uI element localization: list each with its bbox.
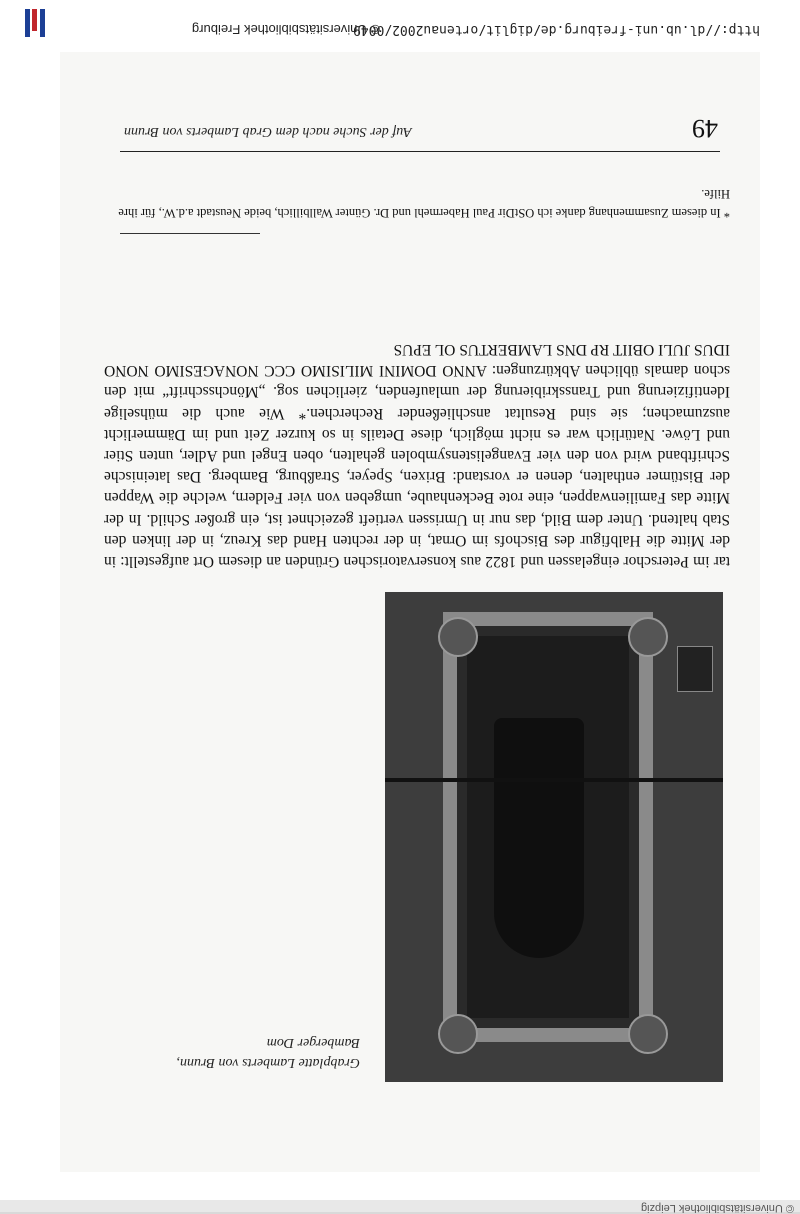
- library-logo-icon: [25, 7, 45, 37]
- source-url[interactable]: http://dl.ub.uni-freiburg.de/diglit/ortenau2002/0049: [353, 22, 760, 37]
- figure-caption: [120, 1032, 360, 1072]
- copyright-notice: © Universitätsbibliothek Freiburg: [191, 22, 380, 37]
- caption-line: Grabplatte Lamberts von Brunn,: [176, 1055, 360, 1070]
- top-strip-text: © Universitätsbibliothek Leipzig: [640, 1202, 794, 1214]
- evangelist-roundel: [438, 617, 478, 657]
- footnote: * In diesem Zusammenhang danke ich OStDir Paul Habermehl und Dr. Günter Wallbillich, beide Neustadt a.d.W., für ihre Hilfe.: [118, 187, 730, 220]
- body-text: [104, 339, 730, 572]
- evangelist-roundel: [628, 1014, 668, 1054]
- evangelist-roundel: [628, 617, 668, 657]
- running-head: Auf der Suche nach dem Grab Lamberts von Brunn: [124, 124, 412, 139]
- bishop-figure: [494, 718, 584, 958]
- body-paragraph: tar im Peterschor eingelassen und 1822 aus konservatorischen Gründen an diesem Ort aufgestellt: in der Mitte die Halbfigur des Bischofs im Ornat, in der rechten Hand das Kreuz, in der linken den Stab haltend. Unter dem Bild, das nur in Umrissen vertieft gezeichnet ist, ein großer Schild. In der Mitte das Familienwappen, eine rote Beckenhaube, umgeben von vier Feldern, welche die Wappen der Bistümer enthalten, denen er vorstand: Brixen, Speyer, Straßburg, Bamberg. Das lateinische Schriftband wird von den vier Evangelistensymbolen gehalten, oben Engel und Adler, unten Stier und Löwe. Natürlich war es nicht möglich, diese Details in so kurzer Zeit und im Dämmerlicht auszumachen; sie sind Resultat anschließender Recherchen.* Wie auch die mühselige Identifizierung und Transskribierung der umlaufenden, zierlichen sog. „Mönchsschrift“ mit den schon damals üblichen Abkürzungen: ANNO DOMINI MILISIMO CCC NONAGESIMO NONO IDUS JULI OBIIT RP DNS LAMBERTUS OL EPUS: [104, 340, 730, 570]
- rail-bar: [385, 778, 723, 782]
- evangelist-roundel: [438, 1014, 478, 1054]
- page-number: 49: [692, 114, 718, 143]
- tomb-slab-photo: [385, 592, 723, 1082]
- page-header: [120, 106, 720, 152]
- top-strip: [0, 1200, 800, 1212]
- footnote-rule: [120, 233, 260, 234]
- tomb-slab: [443, 612, 653, 1042]
- slab-inner-field: [467, 636, 629, 1018]
- wall-plaque: [677, 646, 713, 692]
- caption-line: Bamberger Dom: [266, 1035, 360, 1050]
